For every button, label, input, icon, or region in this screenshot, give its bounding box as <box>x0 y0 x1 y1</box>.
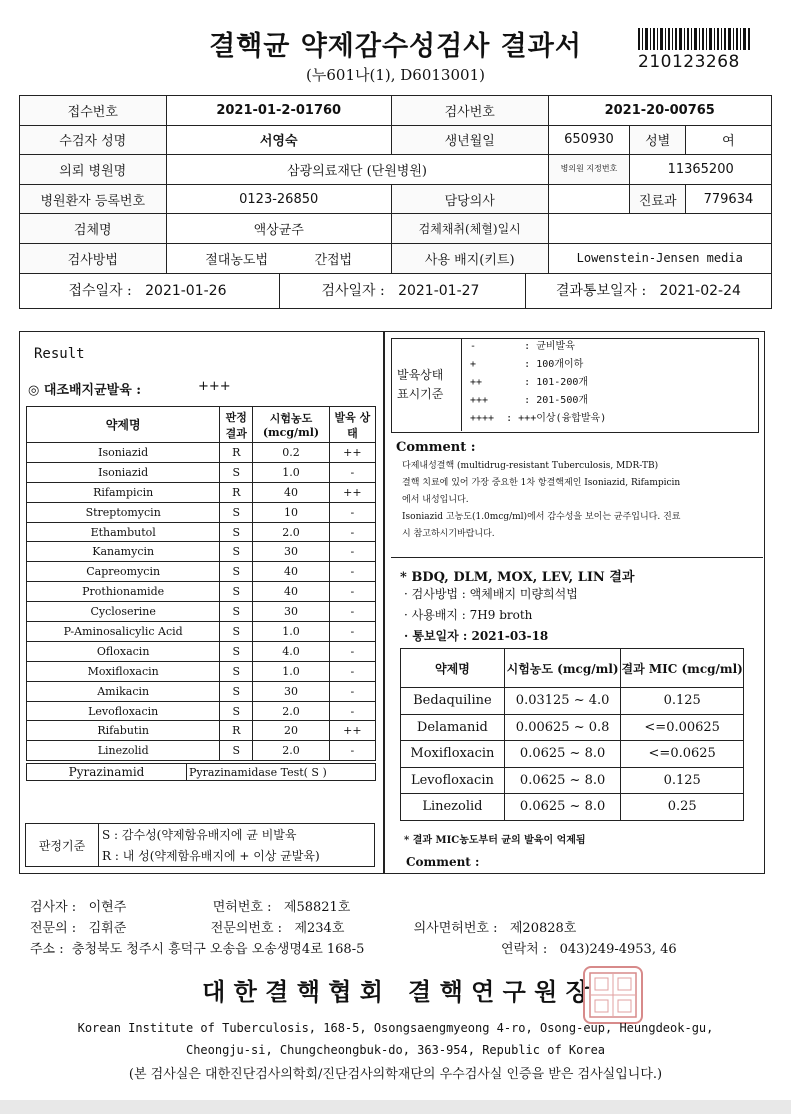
criteria-s: S : 감수성(약제함유배지에 균 비발육 <box>99 824 375 846</box>
specimen-value: 액상균주 <box>166 214 391 244</box>
patient-name-value: 서영숙 <box>166 125 391 155</box>
comment-line: Isoniazid 고농도(1.0mcg/ml)에서 감수성을 보이는 균주입니다. 진료 <box>402 512 681 522</box>
drug-cell-growth: ++ <box>329 443 375 463</box>
mic-row <box>401 688 744 715</box>
doctor-value <box>548 184 630 214</box>
comment-line: 다제내성결핵 (multidrug-resistant Tuberculosis, MDR-TB) <box>402 461 659 471</box>
drug-cell-judgement: S <box>220 661 253 681</box>
doctor-license-label: 의사면허번호 : <box>413 921 498 936</box>
designated-no-label: 병의원 지정번호 <box>548 155 630 185</box>
mic-cell-drug: Moxifloxacin <box>401 741 505 768</box>
method-indirect: 간접법 <box>314 252 353 268</box>
drug-cell-judgement: S <box>220 502 253 522</box>
receipt-no-label: 접수번호 <box>20 96 167 126</box>
drug-cell-growth: - <box>329 641 375 661</box>
comment-line: 에서 내성입니다. <box>402 495 469 505</box>
comment-heading: Comment : <box>396 440 476 455</box>
institute-address-en-1: Korean Institute of Tuberculosis, 168-5, Osongsaengmyeong 4-ro, Osong-eup, Heungdeok-gu, <box>77 1021 714 1035</box>
department-value: 779634 <box>685 184 771 214</box>
mic-cell-conc: 0.00625 ~ 0.8 <box>504 714 621 741</box>
mic-cell-mic: 0.25 <box>621 794 744 821</box>
collection-label: 검체채취(체혈)일시 <box>391 214 548 244</box>
reported-value: 2021-02-24 <box>659 282 741 299</box>
mic-cell-drug: Delamanid <box>401 714 505 741</box>
drug-cell-growth: - <box>329 562 375 582</box>
bdq-medium: · 사용배지 : 7H9 broth <box>404 608 533 622</box>
hospital-patient-no-label: 병원환자 등록번호 <box>20 184 167 214</box>
drug-row <box>27 502 376 522</box>
drug-row <box>27 562 376 582</box>
drug-row <box>27 602 376 622</box>
drug-cell-drug: Capreomycin <box>27 562 220 582</box>
drug-row <box>27 741 376 761</box>
drug-cell-conc: 10 <box>253 502 330 522</box>
drug-cell-growth: - <box>329 542 375 562</box>
col-judgement: 판정 결과 <box>220 407 253 443</box>
mic-cell-conc: 0.0625 ~ 8.0 <box>504 767 621 794</box>
tester-row <box>30 896 350 915</box>
mic-row <box>401 794 744 821</box>
mic-cell-mic: <=0.00625 <box>621 714 744 741</box>
drug-cell-drug: Cycloserine <box>27 602 220 622</box>
drug-cell-conc: 1.0 <box>253 661 330 681</box>
drug-cell-conc: 1.0 <box>253 462 330 482</box>
mic-cell-drug: Levofloxacin <box>401 767 505 794</box>
mic-cell-conc: 0.0625 ~ 8.0 <box>504 794 621 821</box>
mic-row <box>401 714 744 741</box>
drug-cell-growth: - <box>329 661 375 681</box>
drug-cell-growth: - <box>329 582 375 602</box>
tested-label: 검사일자 : <box>321 282 385 299</box>
growth-legend-line: ++++ : +++이상(융합발육) <box>470 413 607 424</box>
comment-body <box>402 458 757 543</box>
drug-cell-judgement: S <box>220 741 253 761</box>
specialist-row <box>30 917 576 936</box>
drug-cell-judgement: S <box>220 622 253 642</box>
drug-row <box>27 661 376 681</box>
mic-cell-mic: <=0.0625 <box>621 741 744 768</box>
address-row <box>30 938 677 957</box>
mic-table <box>400 648 744 821</box>
patient-info-table <box>19 95 772 309</box>
drug-cell-conc: 40 <box>253 482 330 502</box>
drug-cell-judgement: S <box>220 522 253 542</box>
method-value <box>166 243 391 273</box>
bdq-heading: * BDQ, DLM, MOX, LEV, LIN 결과 <box>400 570 635 585</box>
medium-value: Lowenstein-Jensen media <box>548 243 771 273</box>
tester-label: 검사자 : <box>30 900 77 915</box>
sex-value: 여 <box>685 125 771 155</box>
sex-label: 성별 <box>630 125 686 155</box>
medium-label: 사용 배지(키트) <box>391 243 548 273</box>
specialist-label: 전문의 : <box>30 921 77 936</box>
growth-legend-lines <box>470 338 606 428</box>
drug-cell-conc: 40 <box>253 582 330 602</box>
dob-label: 생년월일 <box>391 125 548 155</box>
drug-cell-conc: 1.0 <box>253 622 330 642</box>
mic-col-mic: 결과 MIC (mcg/ml) <box>621 649 744 688</box>
drug-cell-growth: - <box>329 602 375 622</box>
mic-cell-mic: 0.125 <box>621 688 744 715</box>
doctor-license-value: 제20828호 <box>509 921 577 936</box>
patient-name-label: 수검자 성명 <box>20 125 167 155</box>
drug-cell-growth: - <box>329 741 375 761</box>
drug-cell-judgement: S <box>220 542 253 562</box>
mic-note: * 결과 MIC농도부터 균의 발육이 억제됨 <box>404 835 586 846</box>
received-label: 접수일자 : <box>68 282 132 299</box>
specialist-no-label: 전문의번호 : <box>210 921 283 936</box>
document-code: (누601나(1), D6013001) <box>306 66 485 84</box>
mic-cell-conc: 0.0625 ~ 8.0 <box>504 741 621 768</box>
drug-cell-judgement: S <box>220 562 253 582</box>
drug-cell-drug: Rifabutin <box>27 721 220 741</box>
license-label: 면허번호 : <box>212 900 272 915</box>
drug-cell-drug: Ethambutol <box>27 522 220 542</box>
drug-cell-conc: 40 <box>253 562 330 582</box>
pza-drug: Pyrazinamid <box>27 764 187 781</box>
barcode-icon <box>638 28 750 50</box>
method-absolute: 절대농도법 <box>205 252 269 268</box>
mic-cell-conc: 0.03125 ~ 4.0 <box>504 688 621 715</box>
drug-susceptibility-table <box>26 406 376 761</box>
criteria-label: 판정기준 <box>26 824 99 867</box>
drug-cell-judgement: S <box>220 462 253 482</box>
drug-cell-conc: 20 <box>253 721 330 741</box>
col-concentration: 시험농도 (mcg/ml) <box>253 407 330 443</box>
mic-col-conc: 시험농도 (mcg/ml) <box>504 649 621 688</box>
drug-row <box>27 542 376 562</box>
control-growth-value: +++ <box>198 379 231 394</box>
drug-row <box>27 462 376 482</box>
drug-cell-growth: ++ <box>329 721 375 741</box>
institute-address-en-2: Cheongju-si, Chungcheongbuk-do, 363-954, Republic of Korea <box>185 1043 606 1057</box>
hospital-label: 의뢰 병원명 <box>20 155 167 185</box>
phone-value: 043)249-4953, 46 <box>559 942 677 957</box>
drug-cell-conc: 30 <box>253 681 330 701</box>
dob-value: 650930 <box>548 125 630 155</box>
drug-cell-conc: 2.0 <box>253 741 330 761</box>
drug-cell-conc: 30 <box>253 542 330 562</box>
mic-row <box>401 741 744 768</box>
drug-cell-growth: - <box>329 522 375 542</box>
drug-cell-drug: Isoniazid <box>27 443 220 463</box>
drug-cell-drug: Kanamycin <box>27 542 220 562</box>
drug-cell-drug: Linezolid <box>27 741 220 761</box>
hospital-patient-no-value: 0123-26850 <box>166 184 391 214</box>
bdq-comment-label: Comment : <box>406 855 480 869</box>
drug-cell-conc: 0.2 <box>253 443 330 463</box>
drug-cell-drug: Levofloxacin <box>27 701 220 721</box>
barcode-number: 210123268 <box>638 52 740 72</box>
official-seal-icon <box>583 966 643 1024</box>
mic-row <box>401 767 744 794</box>
drug-cell-drug: P-Aminosalicylic Acid <box>27 622 220 642</box>
pza-result: Pyrazinamidase Test( S ) <box>187 764 376 781</box>
tested-value: 2021-01-27 <box>398 282 480 299</box>
drug-row <box>27 622 376 642</box>
specimen-label: 검체명 <box>20 214 167 244</box>
drug-cell-judgement: R <box>220 721 253 741</box>
drug-cell-conc: 2.0 <box>253 701 330 721</box>
bdq-notify: · 통보일자 : 2021-03-18 <box>404 629 549 643</box>
hospital-value: 삼광의료재단 (단원병원) <box>166 155 548 185</box>
mic-col-drug: 약제명 <box>401 649 505 688</box>
drug-cell-growth: - <box>329 701 375 721</box>
criteria-r: R : 내 성(약제함유배지에 + 이상 균발육) <box>99 845 375 867</box>
growth-legend-line: + : 100개이하 <box>470 359 584 370</box>
test-no-label: 검사번호 <box>391 96 548 126</box>
drug-cell-growth: - <box>329 622 375 642</box>
drug-cell-judgement: R <box>220 482 253 502</box>
control-growth-label: ◎ 대조배지균발육 : <box>28 383 142 398</box>
growth-legend-line: - : 균비발육 <box>470 341 575 352</box>
collection-value <box>548 214 771 244</box>
drug-cell-drug: Prothionamide <box>27 582 220 602</box>
bdq-method: · 검사방법 : 액체배지 미량희석법 <box>404 587 578 601</box>
department-label: 진료과 <box>630 184 686 214</box>
specialist-value: 김휘준 <box>88 921 127 936</box>
growth-legend-line: ++ : 101-200개 <box>470 377 589 388</box>
drug-row <box>27 721 376 741</box>
certification-note: (본 검사실은 대한진단검사의학회/진단검사의학재단의 우수검사실 인증을 받은 검사실입니다.) <box>128 1067 663 1082</box>
tester-value: 이현주 <box>88 900 127 915</box>
growth-legend-label: 발육상태 표시기준 <box>397 368 444 401</box>
address-value: 충청북도 청주시 흥덕구 오송읍 오송생명4로 168-5 <box>71 942 365 957</box>
drug-cell-judgement: S <box>220 701 253 721</box>
drug-cell-growth: ++ <box>329 482 375 502</box>
col-growth: 발육 상태 <box>329 407 375 443</box>
dates-row <box>20 273 772 308</box>
method-label: 검사방법 <box>20 243 167 273</box>
institute-name: 대 한 결 핵 협 회 결 핵 연 구 원 장 <box>202 977 589 1006</box>
drug-row <box>27 582 376 602</box>
document-title: 결핵균 약제감수성검사 결과서 <box>209 31 582 62</box>
drug-row <box>27 522 376 542</box>
drug-row <box>27 482 376 502</box>
drug-cell-growth: - <box>329 502 375 522</box>
pyrazinamide-row <box>26 763 376 781</box>
license-value: 제58821호 <box>283 900 351 915</box>
comment-line: 시 참고하시기바랍니다. <box>402 529 495 539</box>
drug-cell-drug: Amikacin <box>27 681 220 701</box>
test-no-value: 2021-20-00765 <box>548 96 771 126</box>
address-label: 주소 : <box>30 942 64 957</box>
result-heading: Result <box>34 346 85 362</box>
drug-cell-conc: 2.0 <box>253 522 330 542</box>
drug-cell-drug: Ofloxacin <box>27 641 220 661</box>
drug-row <box>27 641 376 661</box>
growth-legend-line: +++ : 201-500개 <box>470 395 589 406</box>
drug-cell-conc: 30 <box>253 602 330 622</box>
receipt-no-value: 2021-01-2-01760 <box>166 96 391 126</box>
drug-cell-drug: Rifampicin <box>27 482 220 502</box>
mic-cell-drug: Bedaquiline <box>401 688 505 715</box>
comment-line: 결핵 치료에 있어 가장 중요한 1차 항결핵제인 Isoniazid, Rifampicin <box>402 478 681 488</box>
phone-label: 연락처 : <box>501 942 548 957</box>
reported-label: 결과통보일자 : <box>555 282 647 299</box>
received-value: 2021-01-26 <box>145 282 227 299</box>
drug-cell-judgement: S <box>220 582 253 602</box>
drug-cell-drug: Moxifloxacin <box>27 661 220 681</box>
drug-row <box>27 443 376 463</box>
specialist-no-value: 제234호 <box>294 921 345 936</box>
drug-cell-drug: Streptomycin <box>27 502 220 522</box>
criteria-box <box>25 823 375 867</box>
drug-cell-judgement: R <box>220 443 253 463</box>
drug-row <box>27 701 376 721</box>
drug-row <box>27 681 376 701</box>
drug-cell-drug: Isoniazid <box>27 462 220 482</box>
drug-cell-judgement: S <box>220 602 253 622</box>
doctor-label: 담당의사 <box>391 184 548 214</box>
designated-no-value: 11365200 <box>630 155 772 185</box>
drug-cell-growth: - <box>329 462 375 482</box>
mic-cell-mic: 0.125 <box>621 767 744 794</box>
page-bottom-bar <box>0 1100 791 1114</box>
drug-cell-growth: - <box>329 681 375 701</box>
drug-cell-judgement: S <box>220 641 253 661</box>
col-drug-name: 약제명 <box>27 407 220 443</box>
mic-cell-drug: Linezolid <box>401 794 505 821</box>
drug-cell-judgement: S <box>220 681 253 701</box>
drug-cell-conc: 4.0 <box>253 641 330 661</box>
